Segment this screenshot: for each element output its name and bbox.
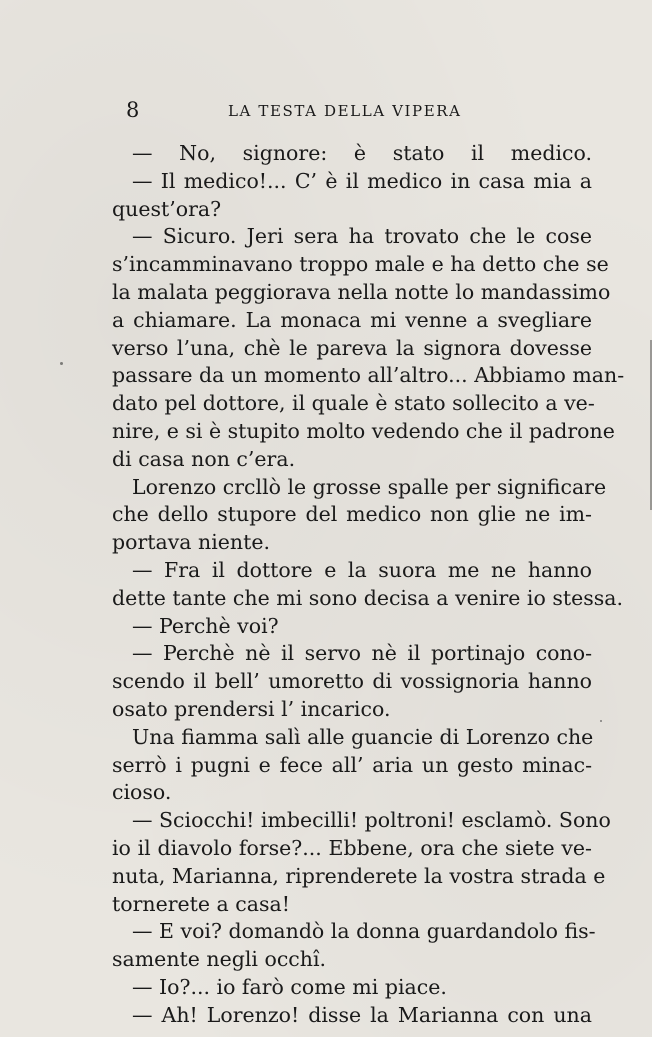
text-line: la malata peggiorava nella notte lo mandassimo <box>112 279 611 304</box>
text-line: — E voi? domandò la donna guardandolo fis- <box>132 919 596 944</box>
text-line: passare da un momento all’altro... Abbiamo man- <box>112 363 625 388</box>
text-line: dato pel dottore, il quale è stato sollecito a ve- <box>112 391 595 416</box>
text-line: portava niente. <box>112 530 271 555</box>
text-line: — Sicuro. Jeri sera ha trovato che le cose <box>132 224 592 249</box>
text-line: che dello stupore del medico non glie ne im- <box>112 502 592 527</box>
text-line: verso l’una, chè le pareva la signora dovesse <box>112 335 592 360</box>
text-line: dette tante che mi sono decisa a venire io stessa. <box>112 585 623 610</box>
text-line: cioso. <box>112 780 172 805</box>
text-line: — No, signore: è stato il medico. <box>132 141 592 165</box>
text-line: — Io?... io farò come mi piace. <box>132 974 447 999</box>
text-line: nire, e si è stupito molto vedendo che il padrone <box>112 418 615 443</box>
text-line: nuta, Marianna, riprenderete la vostra strada e <box>112 863 606 888</box>
text-line: tornerete a casa! <box>112 891 290 916</box>
page-header <box>0 98 652 128</box>
paper-speck <box>60 362 63 365</box>
text-line: — Perchè nè il servo nè il portinajo cono- <box>132 641 592 666</box>
text-line: scendo il bell’ umoretto di vossignoria hanno <box>112 669 592 694</box>
text-line: — Sciocchi! imbecilli! poltroni! esclamò. Sono <box>132 808 611 833</box>
text-line: samente negli occhî. <box>112 947 327 972</box>
text-line: s’incamminavano troppo male e ha detto che se <box>112 252 609 277</box>
running-head: LA TESTA DELLA VIPERA <box>228 102 462 120</box>
body-text <box>112 140 625 1030</box>
text-line: a chiamare. La monaca mi venne a svegliare <box>112 307 592 332</box>
text-line: osato prendersi l’ incarico. <box>112 696 391 721</box>
text-line: Una fiamma salì alle guancie di Lorenzo che <box>132 724 594 749</box>
text-line: di casa non c’era. <box>112 446 296 471</box>
text-line: — Il medico!... C’ è il medico in casa mia a <box>132 168 592 193</box>
text-line: — Perchè voi? <box>132 613 279 638</box>
text-line: — Ah! Lorenzo! disse la Marianna con una <box>132 1002 592 1027</box>
text-line: — Fra il dottore e la suora me ne hanno <box>132 557 592 582</box>
text-line: serrò i pugni e fece all’ aria un gesto minac- <box>112 752 592 777</box>
text-line: quest’ora? <box>112 196 222 221</box>
page-number: 8 <box>126 98 140 122</box>
paper-speck <box>600 720 602 722</box>
text-line: io il diavolo forse?... Ebbene, ora che siete ve- <box>112 835 592 860</box>
text-line: Lorenzo crcllò le grosse spalle per significare <box>132 474 607 499</box>
